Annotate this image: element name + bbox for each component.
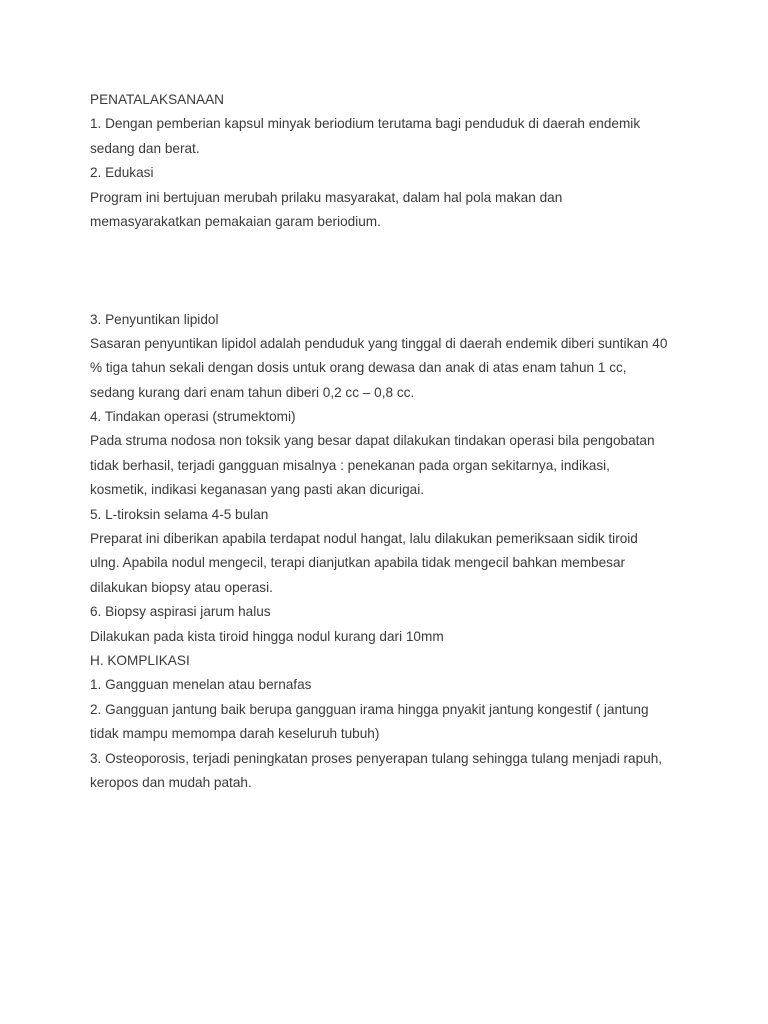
text-line: Pada struma nodosa non toksik yang besar dapat dilakukan tindakan operasi bila pengobatan [90, 433, 655, 449]
text-line: 1. Dengan pemberian kapsul minyak beriodium terutama bagi penduduk di daerah endemik [90, 116, 641, 132]
text-line: 3. Penyuntikan lipidol [90, 311, 219, 327]
text-line: ulng. Apabila nodul mengecil, terapi dianjutkan apabila tidak mengecil bahkan membesar [90, 555, 626, 571]
text-line: % tiga tahun sekali dengan dosis untuk orang dewasa dan anak di atas enam tahun 1 cc, [90, 360, 627, 376]
text-line: 1. Gangguan menelan atau bernafas [90, 677, 312, 693]
text-line: Dilakukan pada kista tiroid hingga nodul kurang dari 10mm [90, 628, 444, 644]
text-line: 4. Tindakan operasi (strumektomi) [90, 409, 296, 425]
text-line: Sasaran penyuntikan lipidol adalah penduduk yang tinggal di daerah endemik diberi suntikan 40 [90, 335, 668, 351]
document-page [90, 88, 730, 795]
section-heading: H. KOMPLIKASI [90, 653, 190, 668]
text-block-continued [90, 308, 730, 796]
section-heading: PENATALAKSANAAN [90, 92, 224, 107]
text-line: dilakukan biopsy atau operasi. [90, 579, 273, 595]
text-line: 6. Biopsy aspirasi jarum halus [90, 604, 271, 620]
text-line: 5. L-tiroksin selama 4-5 bulan [90, 506, 269, 522]
blank-space [90, 234, 730, 307]
text-line: memasyarakatkan pemakaian garam beriodium. [90, 213, 381, 229]
text-line: Preparat ini diberikan apabila terdapat nodul hangat, lalu dilakukan pemeriksaan sidik tiroid [90, 531, 638, 547]
text-line: keropos dan mudah patah. [90, 774, 252, 790]
text-line: 2. Edukasi [90, 165, 154, 181]
text-line: tidak mampu memompa darah keseluruh tubuh) [90, 726, 380, 742]
text-line: 3. Osteoporosis, terjadi peningkatan proses penyerapan tulang sehingga tulang menjadi rapuh, [90, 750, 663, 766]
text-block-penatalaksanaan [90, 88, 730, 234]
text-line: sedang kurang dari enam tahun diberi 0,2 cc – 0,8 cc. [90, 384, 415, 400]
text-line: 2. Gangguan jantung baik berupa gangguan irama hingga pnyakit jantung kongestif ( jantung [90, 701, 649, 717]
text-line: kosmetik, indikasi keganasan yang pasti akan dicurigai. [90, 482, 424, 498]
text-line: sedang dan berat. [90, 140, 200, 156]
text-line: Program ini bertujuan merubah prilaku masyarakat, dalam hal pola makan dan [90, 189, 563, 205]
text-line: tidak berhasil, terjadi gangguan misalnya : penekanan pada organ sekitarnya, indikasi, [90, 457, 610, 473]
